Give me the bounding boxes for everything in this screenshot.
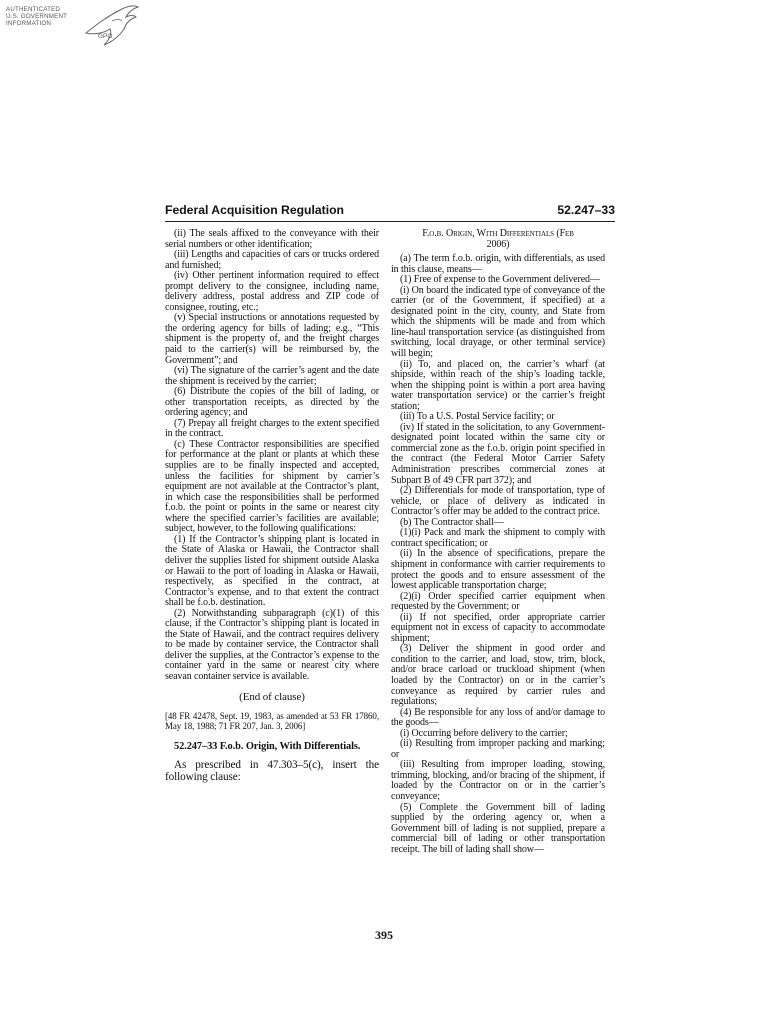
section-number: 52.247–33 — [557, 203, 615, 217]
paragraph: (6) Distribute the copies of the bill of lading, or other transportation receipts, as directed by the ordering agency; and — [165, 386, 379, 419]
paragraph: (2) Notwithstanding subparagraph (c)(1) of this clause, if the Contractor’s shipping plant is located in the State of Hawaii, and the contract requires delivery to be made by container service, the Contractor shall deliver the supplies, at the Contractor’s expense to the container yard in the same or nearest city where seavan container service is available. — [165, 607, 379, 682]
paragraph: (2)(i) Order specified carrier equipment when requested by the Government; or — [391, 590, 605, 613]
paragraph: (i) Occurring before delivery to the carrier; — [400, 727, 568, 739]
right-column — [391, 229, 605, 855]
eagle-icon — [82, 3, 142, 47]
paragraph: (i) On board the indicated type of conveyance of the carrier (or of the Government, if specified) at a designated point in the city, county, and State from which the shipments will be made and from which line-haul transportation service (as distinguished from switching, local drayage, or other terminal service) will begin; — [391, 284, 605, 360]
clause-title — [391, 229, 605, 250]
paragraph: (iv) If stated in the solicitation, to any Government-designated point located within the same city or commercial zone as the f.o.b. origin point specified in the contract (the Federal Motor Carrier Safety Administration prescribes commercial zones at Subpart B of 49 CFR part 372); and — [391, 421, 605, 486]
paragraph: (vi) The signature of the carrier’s agent and the date the shipment is received by the carrier; — [165, 365, 379, 387]
paragraph: (ii) Resulting from improper packing and marking; or — [391, 738, 605, 760]
paragraph: (ii) In the absence of specifications, prepare the shipment in conformance with carrier requirements to protect the goods and to ensure assessment of the lowest applicable transportation charge; — [391, 548, 605, 592]
paragraph: (iv) Other pertinent information required to effect prompt delivery to the consignee, including name, delivery address, postal address and ZIP code of consignee, routing, etc.; — [165, 270, 379, 313]
paragraph: (3) Deliver the shipment in good order and condition to the carrier, and load, stow, trim, block, and/or brace carload or truckload shipment (when loaded by the Contractor) on or in the carrier’s conveyance as required by carrier rules and regulations; — [391, 643, 605, 708]
running-head — [165, 203, 615, 222]
seal-line-1: AUTHENTICATED — [6, 6, 61, 13]
paragraph: (iii) Resulting from improper loading, stowing, trimming, blocking, and/or bracing of the shipment, if loaded by the Contractor on or in the carrier’s conveyance; — [391, 759, 605, 802]
paragraph: (4) Be responsible for any loss of and/or damage to the goods— — [391, 706, 605, 729]
paragraph: (1) If the Contractor’s shipping plant is located in the State of Alaska or Hawaii, the Contractor shall deliver the supplies listed for shipment outside Alaska or Hawaii to the port of loading in Alaska or Hawaii, respectively, as specified in the contract, at Contractor’s expense, and to that extent the contract shall be f.o.b. destination. — [165, 533, 379, 609]
publication-title: Federal Acquisition Regulation — [165, 203, 344, 217]
authentication-seal — [4, 3, 144, 47]
paragraph: (v) Special instructions or annotations requested by the ordering agency for bills of lading; e.g., “This shipment is the property of, and the freight charges paid to the carrier(s) will be reimbursed by, the Government”; and — [165, 312, 379, 366]
page-number: 395 — [375, 928, 393, 942]
prescription-text: As prescribed in 47.303–5(c), insert the following clause: — [165, 758, 379, 784]
seal-gpo: GPO — [98, 33, 113, 40]
paragraph: (a) The term f.o.b. origin, with differentials, as used in this clause, means— — [391, 253, 605, 275]
source-citation: [48 FR 42478, Sept. 19, 1983, as amended at 53 FR 17860, May 18, 1988; 71 FR 207, Jan. 3, 2006] — [165, 711, 379, 732]
left-column — [165, 229, 379, 783]
paragraph: (c) These Contractor responsibilities are specified for performance at the plant or plants at which these supplies are to be finally inspected and accepted, unless the facilities for shipment by carrier’s equipment are not available at the Contractor’s plant, in which case the responsibilities shall be performed f.o.b. the point or points in the same or nearest city where the specified carrier’s facilities are available; subject, however, to the following qualifications: — [165, 438, 379, 535]
paragraph: (ii) The seals affixed to the conveyance with their serial numbers or other identification; — [165, 228, 379, 250]
clause-title-line-1: F.o.b. Origin, With Differentials (Feb — [422, 228, 574, 239]
paragraph: (1)(i) Pack and mark the shipment to comply with contract specification; or — [391, 527, 605, 549]
paragraph: (ii) If not specified, order appropriate carrier equipment not in excess of capacity to accommodate shipment; — [391, 611, 605, 644]
paragraph: (iii) Lengths and capacities of cars or trucks ordered and furnished; — [165, 249, 379, 271]
end-of-clause: (End of clause) — [239, 690, 305, 703]
paragraph: (b) The Contractor shall— — [400, 516, 504, 528]
seal-line-2: U.S. GOVERNMENT — [6, 13, 68, 20]
seal-line-3: INFORMATION — [6, 20, 52, 27]
paragraph: (7) Prepay all freight charges to the extent specified in the contract. — [165, 417, 379, 440]
paragraph: (ii) To, and placed on, the carrier’s wharf (at shipside, within reach of the ship’s loading tackle, when the shipping point is within a port area having water transportation service) or the carrier’s freight station; — [391, 358, 605, 412]
clause-title-line-2: 2006) — [486, 238, 510, 250]
paragraph: (5) Complete the Government bill of lading supplied by the ordering agency or, when a Government bill of lading is not supplied, prepare a commercial bill of lading or other transportation receipt. The bill of lading shall show— — [391, 801, 605, 855]
paragraph: (2) Differentials for mode of transportation, type of vehicle, or place of delivery as indicated in Contractor’s offer may be added to the contract price. — [391, 485, 605, 518]
paragraph: (1) Free of expense to the Government delivered— — [400, 274, 600, 286]
paragraph: (iii) To a U.S. Postal Service facility; or — [400, 411, 555, 423]
section-heading: 52.247–33 F.o.b. Origin, With Differentials. — [174, 741, 361, 753]
